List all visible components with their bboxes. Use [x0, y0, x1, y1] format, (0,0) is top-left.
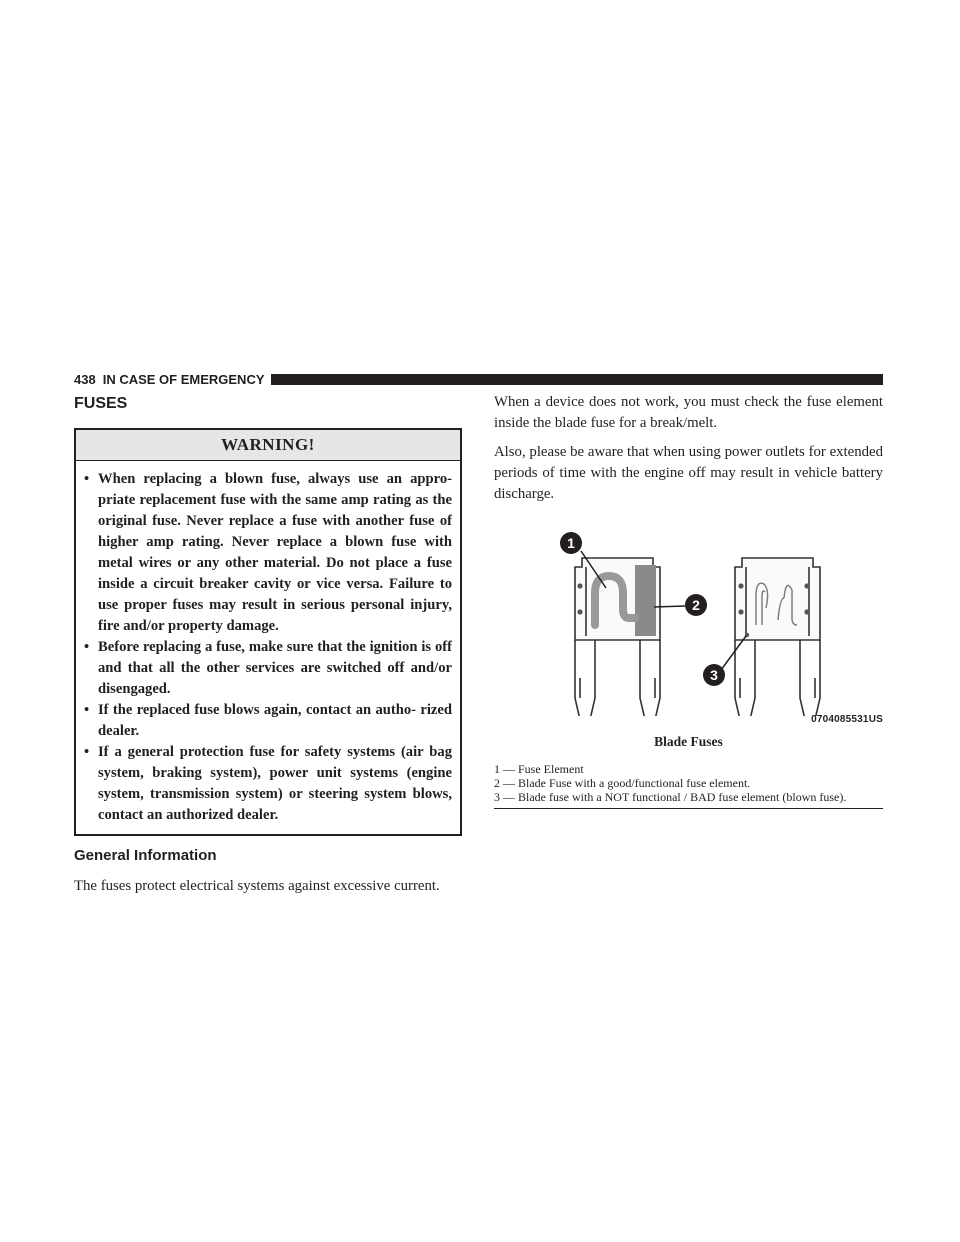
warning-title: WARNING!: [76, 430, 460, 461]
callout-2: [685, 594, 707, 616]
figure-code: 0704085531US: [811, 714, 883, 725]
bullet-icon: •: [84, 471, 90, 487]
right-column: [494, 392, 883, 809]
svg-text:2: 2: [692, 597, 700, 613]
blown-fuse-drawing: [735, 558, 820, 716]
warning-list: [76, 461, 460, 834]
bullet-icon: •: [84, 744, 90, 760]
callout-3: [703, 664, 725, 686]
figure-caption: Blade Fuses: [654, 734, 723, 749]
bullet-icon: •: [84, 639, 90, 655]
svg-text:1: 1: [567, 535, 575, 551]
svg-text:3: 3: [710, 667, 718, 683]
legend-item: 1 — Fuse Element: [494, 762, 584, 776]
page-header: [74, 371, 883, 387]
bullet-icon: •: [84, 702, 90, 718]
warning-item: • Before replacing a fuse, make sure that the ignition is off and that all the other services are switched off and/or disengaged.: [84, 639, 452, 697]
body-paragraph: Also, please be aware that when using power outlets for extended periods of time with the engine off may result in vehicle battery discharge.: [494, 444, 883, 502]
section-heading: FUSES: [74, 395, 128, 412]
left-column: [74, 392, 462, 897]
legend-item: 2 — Blade Fuse with a good/functional fuse element.: [494, 776, 751, 790]
subheading: General Information: [74, 847, 217, 864]
legend-rule: [494, 808, 883, 809]
warning-item: • When replacing a blown fuse, always use an appro- priate replacement fuse with the same amp rating as the original fuse. Never replace a fuse with another fuse of higher amp rating. Never replace a blown fuse with metal wires or any other material. Do not place a fuse inside a circuit breaker cavity or vice versa. Failure to use proper fuses may result in serious personal injury, fire and/or property damage.: [84, 471, 452, 634]
good-fuse-drawing: [575, 558, 660, 716]
warning-box: [74, 428, 462, 836]
warning-item: • If a general protection fuse for safety systems (air bag system, braking system), power unit systems (engine system, transmission system) or steering system blows, contact an authorized dealer.: [84, 744, 452, 823]
figure-legend: [494, 762, 883, 804]
section-title: IN CASE OF EMERGENCY: [102, 371, 265, 387]
callout-1: [560, 532, 582, 554]
page-number: 438: [74, 371, 96, 387]
legend-item: 3 — Blade fuse with a NOT functional / BAD fuse element (blown fuse).: [494, 790, 847, 804]
header-rule: [271, 374, 884, 385]
warning-item: • If the replaced fuse blows again, contact an autho- rized dealer.: [84, 702, 452, 739]
blade-fuses-figure: [494, 518, 883, 725]
body-paragraph: The fuses protect electrical systems against excessive current.: [74, 878, 440, 894]
blade-fuses-illustration: [494, 518, 883, 716]
body-paragraph: When a device does not work, you must check the fuse element inside the blade fuse for a break/melt.: [494, 394, 883, 431]
